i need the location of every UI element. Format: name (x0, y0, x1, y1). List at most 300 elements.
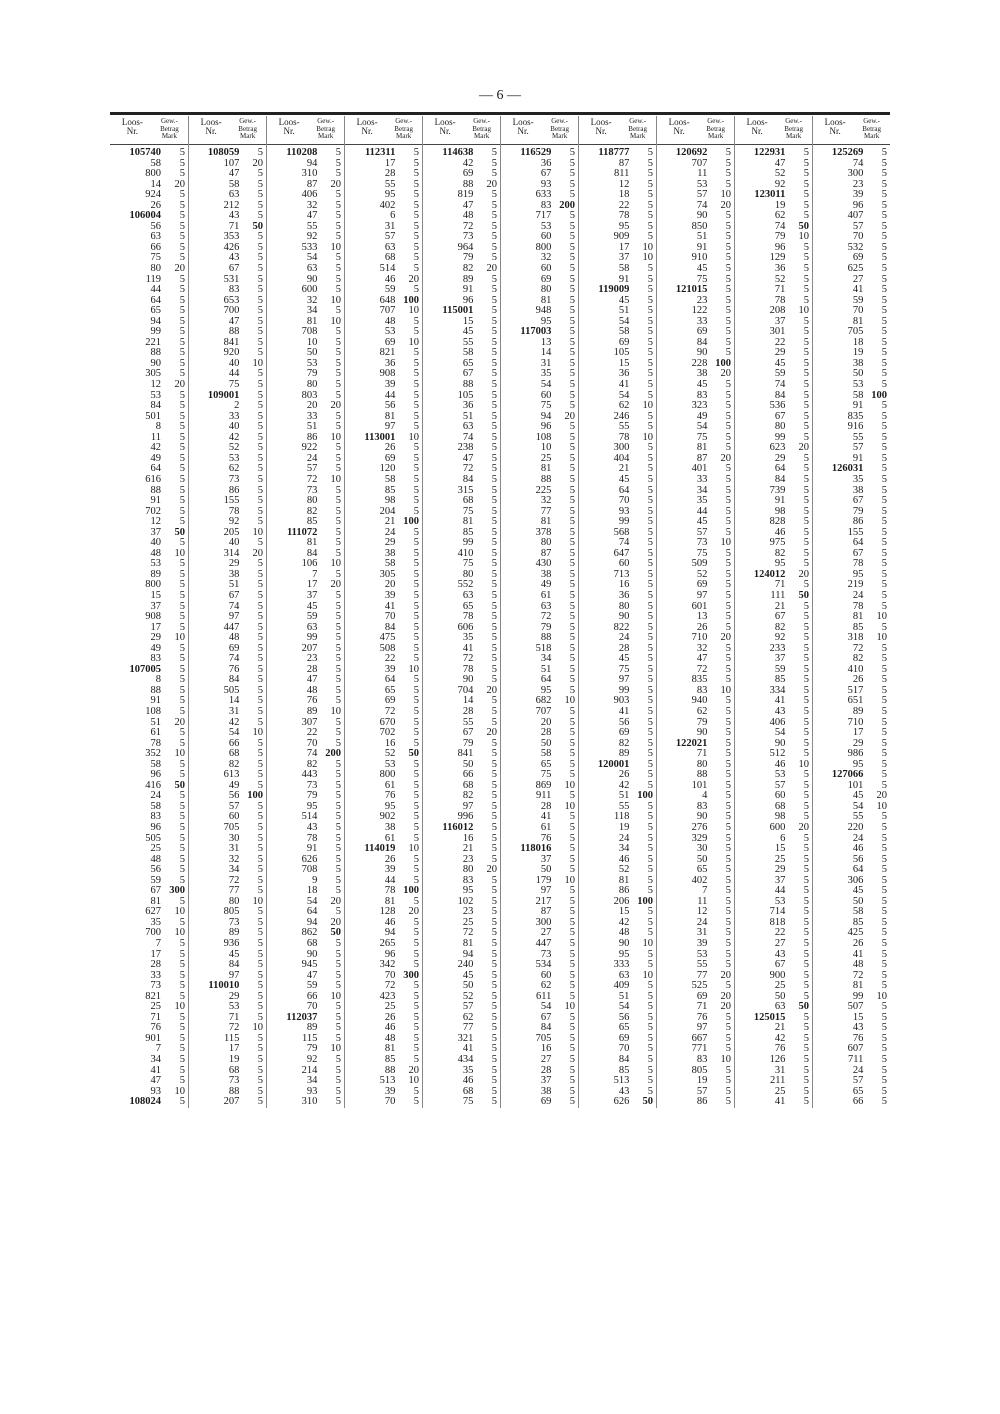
prize-amount: 5 (335, 758, 341, 770)
table-row (268, 928, 341, 939)
prize-amount: 5 (647, 379, 653, 391)
prize-amount: 5 (803, 1032, 809, 1044)
lot-number: 49 (540, 579, 552, 591)
lot-number: 17 (306, 579, 318, 591)
lot-number: 59 (306, 980, 318, 992)
lot-number: 14 (150, 178, 161, 190)
lot-number: 73 (228, 916, 240, 928)
table-row (346, 180, 419, 191)
table-row (190, 950, 263, 961)
table-row (346, 1055, 419, 1066)
lot-number: 61 (540, 822, 552, 833)
prize-amount: 5 (569, 263, 575, 275)
lot-number: 39 (384, 663, 396, 675)
lot-number: 78 (852, 558, 864, 570)
lot-number: 43 (852, 1022, 864, 1034)
prize-amount: 5 (881, 853, 887, 865)
table-row (580, 359, 653, 370)
lot-number: 21 (774, 600, 786, 612)
prize-amount: 5 (881, 231, 887, 243)
lot-number: 42 (228, 431, 240, 443)
lot-number: 83 (696, 800, 708, 812)
table-row (814, 591, 887, 602)
lot-number: 53 (228, 1001, 240, 1013)
prize-amount: 5 (569, 579, 575, 591)
lot-number: 99 (306, 632, 318, 644)
lot-number: 19 (696, 1075, 708, 1087)
table-row (736, 496, 809, 507)
lot-number: 710 (691, 632, 708, 644)
lot-number: 29 (774, 347, 786, 359)
prize-amount: 5 (257, 210, 263, 222)
table-row (424, 834, 497, 845)
lot-number: 69 (696, 326, 708, 338)
prize-amount: 5 (257, 294, 263, 306)
table-row (268, 897, 341, 908)
lot-number: 15 (852, 1011, 864, 1023)
prize-amount: 5 (335, 252, 341, 264)
lot-number: 65 (150, 305, 161, 317)
prize-amount: 5 (881, 906, 887, 918)
prize-amount: 10 (174, 906, 185, 918)
table-row (346, 612, 419, 623)
prize-amount: 5 (569, 326, 575, 338)
table-row (736, 264, 809, 275)
prize-amount: 5 (335, 885, 341, 897)
prize-amount: 5 (179, 864, 185, 876)
lot-number: 57 (696, 1085, 708, 1097)
table-row (502, 918, 575, 929)
lot-number: 14 (228, 695, 240, 707)
lot-number: 85 (306, 516, 318, 528)
lot-number: 63 (462, 589, 474, 601)
table-row (502, 475, 575, 486)
lot-number: 32 (540, 495, 552, 507)
lot-number: 67 (852, 495, 864, 507)
table-row (346, 369, 419, 380)
table-row (502, 718, 575, 729)
table-row (111, 992, 185, 1003)
table-row (346, 855, 419, 866)
table-row (190, 876, 263, 887)
lot-number: 66 (306, 990, 318, 1002)
prize-amount: 5 (491, 210, 497, 222)
table-row (814, 464, 887, 475)
lot-number: 276 (691, 822, 708, 833)
lot-number: 52 (462, 990, 474, 1002)
table-row (424, 359, 497, 370)
prize-amount: 5 (491, 442, 497, 454)
lot-number: 33 (306, 410, 318, 422)
lot-number: 98 (384, 495, 396, 507)
prize-amount: 10 (564, 1001, 575, 1013)
table-row (111, 623, 185, 634)
prize-amount: 50 (642, 1096, 653, 1108)
prize-amount: 5 (491, 843, 497, 855)
lot-number: 78 (306, 832, 318, 844)
lot-number: 708 (301, 326, 318, 338)
prize-amount: 5 (881, 178, 887, 190)
lot-number: 44 (384, 874, 396, 886)
lot-number: 54 (696, 421, 708, 433)
lot-number: 36 (540, 157, 552, 169)
lot-number: 78 (228, 505, 240, 517)
prize-amount: 5 (803, 969, 809, 981)
prize-amount: 5 (725, 484, 731, 496)
table-row (814, 749, 887, 760)
prize-amount: 5 (179, 1096, 185, 1108)
lot-number: 700 (223, 305, 240, 317)
lot-number: 29 (228, 558, 240, 570)
lot-number: 7 (155, 1043, 161, 1055)
lot-number: 58 (384, 558, 396, 570)
table-row (268, 665, 341, 676)
table-row (111, 675, 185, 686)
table-row (111, 1097, 185, 1108)
lot-number: 97 (462, 800, 474, 812)
table-row (111, 633, 185, 644)
lot-number: 534 (535, 959, 552, 971)
prize-amount: 5 (257, 484, 263, 496)
prize-amount: 5 (335, 800, 341, 812)
prize-amount: 20 (174, 263, 185, 275)
prize-amount: 5 (569, 684, 575, 696)
table-row (658, 760, 731, 771)
lot-number: 62 (774, 210, 786, 222)
table-row (424, 285, 497, 296)
lot-number: 88 (150, 684, 161, 696)
table-row (736, 802, 809, 813)
lot-number: 513 (379, 1075, 396, 1087)
prize-amount: 5 (257, 811, 263, 823)
prize-amount: 10 (564, 779, 575, 791)
table-row (658, 591, 731, 602)
table-row (190, 549, 263, 560)
table-row (346, 844, 419, 855)
lot-number: 67 (852, 547, 864, 559)
prize-amount: 5 (569, 231, 575, 243)
prize-amount: 5 (335, 1075, 341, 1087)
prize-amount: 5 (725, 885, 731, 897)
table-row (268, 253, 341, 264)
prize-amount: 5 (179, 315, 185, 327)
lot-number: 73 (228, 1075, 240, 1087)
prize-amount: 5 (881, 379, 887, 391)
lot-number: 39 (852, 189, 864, 201)
lot-number: 29 (228, 990, 240, 1002)
prize-amount: 5 (803, 1096, 809, 1108)
prize-amount: 5 (569, 252, 575, 264)
table-row (346, 169, 419, 180)
lot-number: 63 (150, 231, 161, 243)
prize-amount: 5 (647, 695, 653, 707)
table-row (502, 159, 575, 170)
lot-number: 63 (384, 241, 396, 253)
prize-amount: 5 (569, 727, 575, 739)
lot-number: 46 (384, 916, 396, 928)
lot-number: 611 (535, 990, 552, 1002)
prize-amount: 20 (330, 178, 341, 190)
table-row (268, 602, 341, 613)
lot-number: 333 (613, 959, 630, 971)
lot-number: 430 (535, 558, 552, 570)
lot-number: 667 (691, 1032, 708, 1044)
prize-amount: 5 (803, 547, 809, 559)
prize-amount: 5 (413, 400, 419, 412)
lot-number: 126 (769, 1054, 786, 1066)
lot-number: 108 (145, 705, 161, 717)
prize-amount: 5 (881, 220, 887, 232)
prize-amount: 5 (647, 874, 653, 886)
lot-number: 14 (540, 347, 552, 359)
table-row (814, 180, 887, 191)
table-row (346, 232, 419, 243)
prize-amount: 5 (335, 811, 341, 823)
table-row (658, 327, 731, 338)
table-row (111, 348, 185, 359)
lot-number: 300 (613, 442, 630, 454)
prize-amount: 5 (335, 537, 341, 549)
lot-number: 81 (540, 294, 552, 306)
prize-amount: 5 (725, 526, 731, 538)
table-row (190, 633, 263, 644)
table-row (190, 591, 263, 602)
prize-amount: 20 (720, 199, 731, 211)
lot-number: 82 (306, 758, 318, 770)
table-row (502, 728, 575, 739)
prize-amount: 5 (491, 800, 497, 812)
prize-amount: 5 (335, 484, 341, 496)
lot-number: 95 (852, 758, 864, 770)
table-row (814, 612, 887, 623)
table-row (346, 201, 419, 212)
lot-number: 68 (228, 1064, 240, 1076)
lot-number: 52 (384, 748, 396, 760)
lot-number: 835 (847, 410, 864, 422)
lot-number: 95 (852, 568, 864, 580)
lot-number: 507 (847, 1001, 864, 1013)
prize-amount: 5 (647, 716, 653, 728)
table-row (502, 1013, 575, 1024)
lot-number: 75 (462, 558, 474, 570)
prize-amount: 5 (413, 410, 419, 422)
prize-amount: 5 (335, 684, 341, 696)
prize-amount: 5 (725, 938, 731, 950)
table-row (658, 644, 731, 655)
prize-amount: 5 (335, 495, 341, 507)
table-row (580, 1013, 653, 1024)
prize-amount: 5 (413, 389, 419, 401)
table-row (190, 728, 263, 739)
table-row (736, 454, 809, 465)
prize-amount: 5 (725, 347, 731, 359)
prize-amount: 5 (881, 969, 887, 981)
lot-number: 39 (384, 589, 396, 601)
lot-number: 57 (852, 220, 864, 232)
table-row (658, 559, 731, 570)
prize-amount: 5 (725, 284, 731, 296)
prize-amount: 5 (257, 642, 263, 654)
prize-amount: 5 (257, 779, 263, 791)
lot-number: 601 (691, 600, 708, 612)
table-row (111, 285, 185, 296)
lot-number: 88 (540, 473, 552, 485)
lot-number: 902 (379, 811, 396, 823)
lot-number: 84 (618, 1054, 630, 1066)
lot-number: 66 (462, 769, 474, 781)
lot-number: 42 (618, 916, 630, 928)
table-row (658, 928, 731, 939)
table-row (111, 728, 185, 739)
lot-number: 28 (540, 1064, 552, 1076)
lot-number: 221 (145, 336, 161, 348)
table-row (190, 201, 263, 212)
prize-amount: 5 (725, 315, 731, 327)
table-row (190, 1097, 263, 1108)
prize-amount: 5 (179, 579, 185, 591)
table-row (190, 844, 263, 855)
table-row (190, 570, 263, 581)
prize-amount: 5 (725, 210, 731, 222)
lot-number: 74 (696, 199, 708, 211)
prize-amount: 5 (257, 263, 263, 275)
prize-amount: 5 (881, 674, 887, 686)
table-row (424, 665, 497, 676)
table-row (111, 169, 185, 180)
header-betrag: Gew.- Betrag Mark (784, 117, 803, 140)
prize-amount: 5 (335, 737, 341, 749)
lot-number: 217 (535, 895, 552, 907)
prize-amount: 50 (174, 526, 185, 538)
prize-amount: 5 (491, 421, 497, 433)
table-row (814, 422, 887, 433)
table-row (190, 275, 263, 286)
lot-number: 25 (774, 853, 786, 865)
prize-amount: 5 (803, 326, 809, 338)
lot-number: 72 (696, 663, 708, 675)
table-row (502, 1066, 575, 1077)
lot-number: 90 (774, 737, 786, 749)
table-row (658, 486, 731, 497)
lot-number: 98 (774, 505, 786, 517)
prize-amount: 5 (491, 980, 497, 992)
prize-amount: 5 (881, 558, 887, 570)
lot-number: 79 (306, 368, 318, 380)
prize-amount: 50 (798, 220, 809, 232)
lot-number: 91 (852, 452, 864, 464)
table-row (580, 201, 653, 212)
lot-number: 323 (691, 400, 708, 412)
lot-number: 613 (223, 769, 240, 781)
table-row (502, 412, 575, 423)
table-row (111, 1076, 185, 1087)
table-row (424, 517, 497, 528)
prize-amount: 5 (803, 621, 809, 633)
prize-amount: 5 (257, 473, 263, 485)
table-row (424, 243, 497, 254)
lot-number: 23 (696, 294, 708, 306)
table-row (268, 264, 341, 275)
prize-amount: 5 (725, 874, 731, 886)
table-row (736, 770, 809, 781)
table-row (111, 580, 185, 591)
table-row (580, 907, 653, 918)
prize-amount: 5 (491, 537, 497, 549)
prize-amount: 5 (569, 1011, 575, 1023)
lot-number: 89 (228, 927, 240, 939)
lot-number: 625 (847, 263, 864, 275)
prize-amount: 5 (569, 864, 575, 876)
lot-number: 118777 (598, 147, 630, 158)
prize-amount: 5 (179, 305, 185, 317)
lot-number: 47 (462, 199, 474, 211)
lot-number: 55 (462, 336, 474, 348)
prize-amount: 5 (725, 147, 731, 158)
prize-amount: 5 (257, 663, 263, 675)
table-row (190, 696, 263, 707)
prize-amount: 5 (569, 526, 575, 538)
prize-amount: 5 (335, 938, 341, 950)
table-row (580, 623, 653, 634)
lot-number: 32 (228, 853, 240, 865)
lot-number: 74 (228, 653, 240, 665)
prize-amount: 5 (257, 990, 263, 1002)
table-row (814, 718, 887, 729)
lot-number: 911 (535, 790, 552, 802)
table-row (502, 496, 575, 507)
prize-amount: 5 (491, 642, 497, 654)
table-column (110, 116, 188, 1108)
prize-amount: 5 (647, 864, 653, 876)
lot-number: 38 (540, 1085, 552, 1097)
table-row (580, 844, 653, 855)
lot-number: 626 (613, 1096, 630, 1108)
lot-number: 25 (150, 1001, 161, 1013)
prize-amount: 5 (491, 379, 497, 391)
lot-number: 76 (384, 790, 396, 802)
lot-number: 115001 (442, 305, 474, 317)
table-row (736, 190, 809, 201)
lot-number: 45 (852, 885, 864, 897)
prize-amount: 5 (725, 779, 731, 791)
table-row (190, 359, 263, 370)
table-row (346, 496, 419, 507)
table-row (502, 623, 575, 634)
table-row (502, 348, 575, 359)
lot-number: 70 (306, 1001, 318, 1013)
prize-amount: 5 (803, 431, 809, 443)
prize-amount: 5 (413, 895, 419, 907)
table-column (734, 116, 812, 1108)
lot-number: 86 (306, 431, 318, 443)
lot-number: 26 (384, 853, 396, 865)
prize-amount: 5 (569, 737, 575, 749)
lot-number: 18 (618, 189, 630, 201)
lot-number: 99 (150, 326, 161, 338)
lot-number: 43 (618, 1085, 630, 1097)
table-row (111, 760, 185, 771)
prize-amount: 5 (881, 263, 887, 275)
prize-amount: 5 (335, 695, 341, 707)
table-row (190, 1076, 263, 1087)
lot-number: 27 (540, 927, 552, 939)
prize-amount: 5 (803, 737, 809, 749)
lot-number: 80 (306, 495, 318, 507)
prize-amount: 5 (335, 326, 341, 338)
table-row (736, 602, 809, 613)
table-row (268, 222, 341, 233)
prize-amount: 10 (720, 537, 731, 549)
